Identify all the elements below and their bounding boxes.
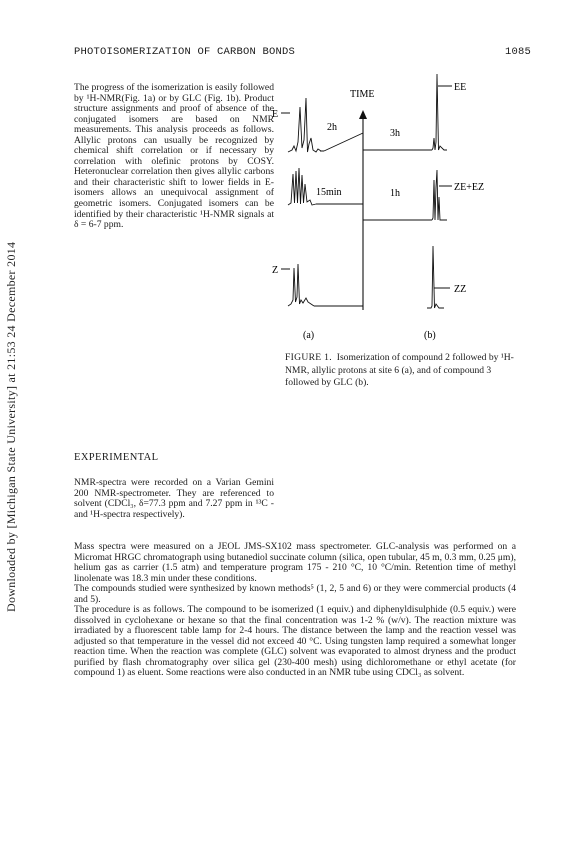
nmr-spectrum-z [288,264,314,306]
figure-caption-text: Isomerization of compound 2 followed by ¹H-NMR, allylic protons at site 6 (a), and of compound 3 followed by GLC (b). [285,352,514,388]
body-paragraph-procedure: The procedure is as follows. The compound to be isomerized (1 equiv.) and diphenyldisulphide (0.5 equiv.) were dissolved in cyclohexane or hexane so that the final concentration was 1-2 % (w/v). The reaction mixture was irradiated by a fluorescent table lamp for 2-4 hours. The distance between the lamp and the reaction vessel was adjusted so that temperature in the vessel did not exceed 40 °C. Using tungsten lamp required a somewhat longer reaction time. When the reaction was complete (GLC) solvent was evaporated to almost dryness and the product purified by flash chromatography over silica gel (230-400 mesh) using dichloromethane or ethyl acetate (for compound 1) as eluent. Some reactions were also conducted in an NMR tube using CDCl₃ as solvent. [74,604,516,678]
time-label-1h: 1h [390,188,400,199]
glc-trace-zz [427,246,444,308]
time-axis-label: TIME [350,89,375,100]
page-number: 1085 [505,46,532,58]
label-e: E [272,109,279,120]
nmr-spectrum-2h [288,98,321,152]
body-paragraph-mass-spectra: Mass spectra were measured on a JEOL JMS-SX102 mass spectrometer. GLC-analysis was performed on a Micromat HRGC chromatograph using butanediol succinate column (silica, open tubular, 45 m, 0.3 mm, 0.25 μm), helium gas as carrier (1.5 atm) and temperature program 175 - 210 °C, 10 °C/min. Retention time of methyl linolenate was 18.3 min under these conditions. [74,541,516,584]
figure-caption-title: FIGURE 1. [285,352,332,363]
nmr-spectrum-15min [288,168,316,205]
time-label-3h: 3h [390,128,400,139]
figure-caption [285,352,515,390]
figure-1 [272,72,522,344]
glc-trace-3h [432,74,447,150]
panel-label-a: (a) [303,330,315,341]
body-wide-block [74,542,516,679]
label-zz: ZZ [454,284,467,295]
body-paragraph-nmr: NMR-spectra were recorded on a Varian Gemini 200 NMR-spectrometer. They are referenced to solvent (CDCl₃, δ=77.3 ppm and 7.27 ppm in ¹³C - and ¹H-spectra respectively). [74,477,274,520]
body-narrow-block [74,478,274,520]
label-z: Z [272,265,279,276]
time-label-15min: 15min [316,187,342,198]
download-watermark: Downloaded by [Michigan State University] at 21:53 24 December 2014 [4,241,18,612]
running-head: PHOTOISOMERIZATION OF CARBON BONDS [74,46,296,58]
section-heading: EXPERIMENTAL [74,452,159,463]
time-arrow-head [359,110,367,119]
intro-text: The progress of the isomerization is easily followed by ¹H-NMR(Fig. 1a) or by GLC (Fig. 1b). Product structure assignments and proof of absence of the conjugated isomers are based on NMR measurements. This analysis proceeds as follows. Allylic protons can usually be recognized by chemical shift correlation or if necessary by correlation with olefinic protons by COSY. Heteronuclear correlation then gives allylic carbons and their characteristic shift to lower fields in E-isomers allows an unequivocal assignment of geometric isomers. Conjugated isomers can be identified by their characteristic ¹H-NMR signals at δ = 6-7 ppm. [74,82,274,231]
nmr-2h-leader [324,133,363,151]
label-ee: EE [454,82,467,93]
glc-trace-1h [432,170,447,220]
label-zeez: ZE+EZ [454,182,485,193]
panel-label-b: (b) [424,330,436,341]
body-paragraph-compounds: The compounds studied were synthesized by known methods⁵ (1, 2, 5 and 6) or they were commercial products (4 and 5). [74,583,516,605]
time-label-2h: 2h [327,122,337,133]
intro-paragraph [74,83,274,231]
